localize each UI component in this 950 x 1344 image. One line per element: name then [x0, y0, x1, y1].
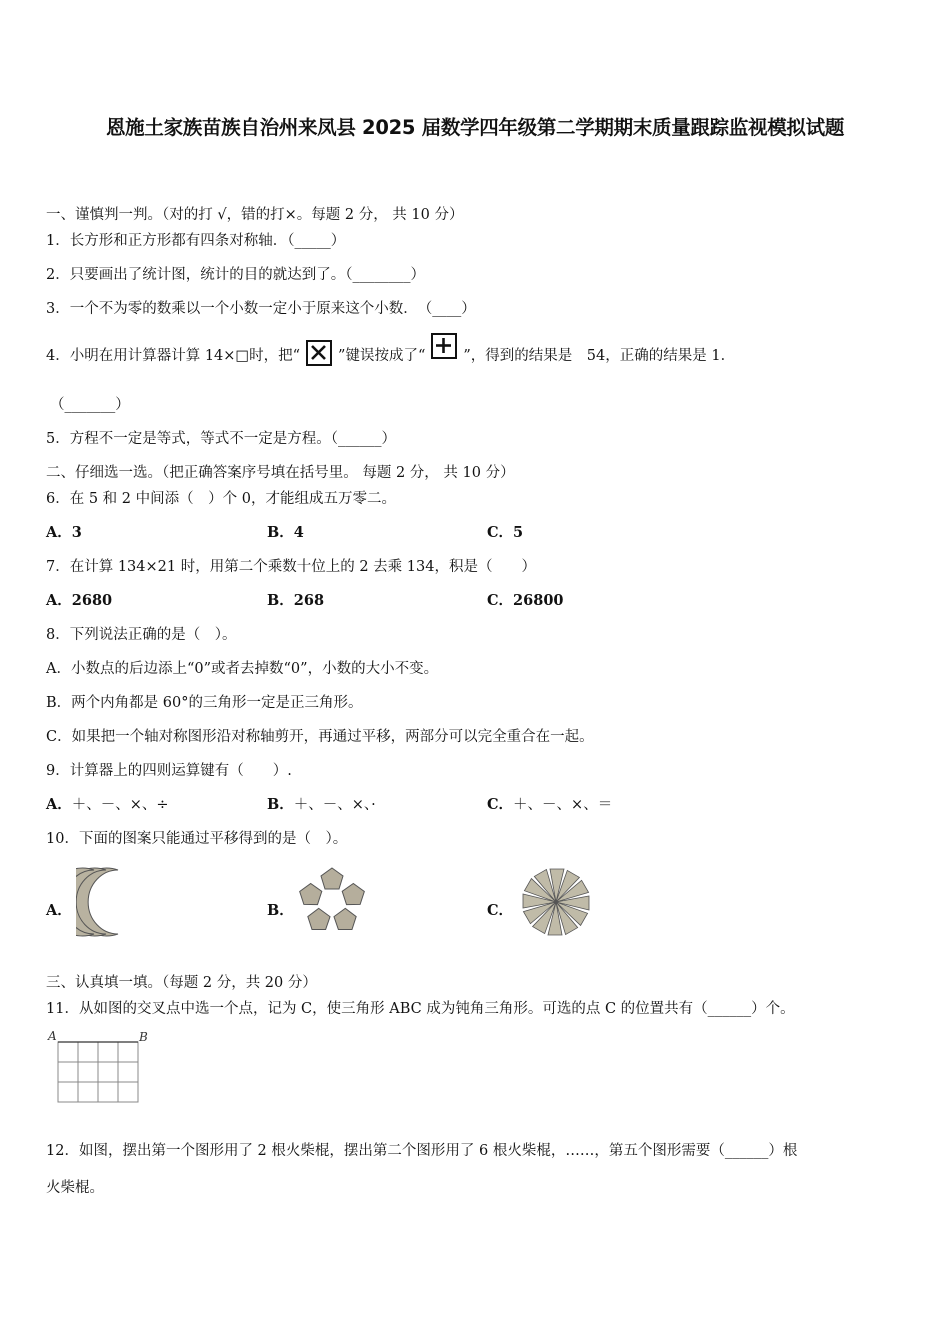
question-6: 6．在 5 和 2 中间添（ ）个 0，才能组成五万零二。 [46, 491, 396, 507]
q6-option-a: A．3 [46, 524, 82, 541]
grid-point-a: A [48, 1029, 57, 1043]
q9-option-c: C．＋、－、×、＝ [487, 796, 613, 813]
q8-option-b: B．两个内角都是 60°的三角形一定是正三角形。 [46, 695, 363, 711]
grid-figure [44, 1028, 154, 1106]
question-9: 9．计算器上的四则运算键有（ ）. [46, 763, 292, 779]
q9-option-b: B．＋、－、×、· [267, 796, 376, 813]
question-12-line2: 火柴棍。 [46, 1180, 104, 1196]
q10-option-c-label: C． [487, 902, 514, 919]
q10-option-b-label: B． [267, 902, 294, 919]
question-10: 10．下面的图案只能通过平移得到的是（ ）。 [46, 831, 348, 847]
pinwheel-figure [516, 866, 596, 938]
section3-heading: 三、认真填一填。（每题 2 分，共 20 分） [46, 975, 317, 991]
q10-option-a-label: A． [46, 902, 72, 919]
grid-point-b: B [139, 1030, 148, 1044]
pentagon-ring-figure [296, 866, 368, 938]
q7-option-c: C．26800 [487, 592, 564, 609]
question-7: 7．在计算 134×21 时，用第二个乘数十位上的 2 去乘 134，积是（ ） [46, 559, 536, 575]
page-title: 恩施土家族苗族自治州来凤县 2025 届数学四年级第二学期期末质量跟踪监视模拟试题 [105, 116, 845, 139]
plus-key-icon [431, 333, 457, 359]
q7-option-b: B．268 [267, 592, 325, 609]
question-3: 3．一个不为零的数乘以一个小数一定小于原来这个小数． （____） [46, 301, 476, 317]
question-11: 11．从如图的交叉点中选一个点，记为 C，使三角形 ABC 成为钝角三角形。可选的点 C 的位置共有（______）个。 [46, 1001, 795, 1017]
multiply-key-icon [306, 340, 332, 366]
crescent-moons-figure [76, 866, 156, 938]
question-12-line1: 12．如图，摆出第一个图形用了 2 根火柴棍，摆出第二个图形用了 6 根火柴棍，……，第五个图形需要（______）根 [46, 1143, 798, 1159]
question-4-blank: （_______） [50, 397, 130, 413]
question-4-part1: 4．小明在用计算器计算 14×□时，把“ [46, 348, 301, 364]
q8-option-a: A．小数点的后边添上“0”或者去掉数“0”，小数的大小不变。 [46, 661, 439, 677]
q6-option-b: B．4 [267, 524, 304, 541]
question-5: 5．方程不一定是等式，等式不一定是方程。（______） [46, 431, 396, 447]
question-1: 1．长方形和正方形都有四条对称轴．（_____） [46, 233, 346, 249]
question-4-part2: ”键误按成了“ [338, 348, 426, 364]
q6-option-c: C．5 [487, 524, 524, 541]
q7-option-a: A．2680 [46, 592, 113, 609]
section2-heading: 二、仔细选一选。（把正确答案序号填在括号里。 每题 2 分， 共 10 分） [46, 465, 515, 481]
q8-option-c: C．如果把一个轴对称图形沿对称轴剪开，再通过平移，两部分可以完全重合在一起。 [46, 729, 594, 745]
question-4 [46, 343, 735, 369]
q9-option-a: A．＋、－、×、÷ [46, 796, 169, 813]
question-4-part3: ”，得到的结果是 54，正确的结果是 1． [463, 348, 736, 364]
question-8: 8．下列说法正确的是（ ）。 [46, 627, 237, 643]
section1-heading: 一、谨慎判一判。（对的打 √，错的打×。每题 2 分， 共 10 分） [46, 207, 464, 223]
question-2: 2．只要画出了统计图，统计的目的就达到了。（________） [46, 267, 425, 283]
